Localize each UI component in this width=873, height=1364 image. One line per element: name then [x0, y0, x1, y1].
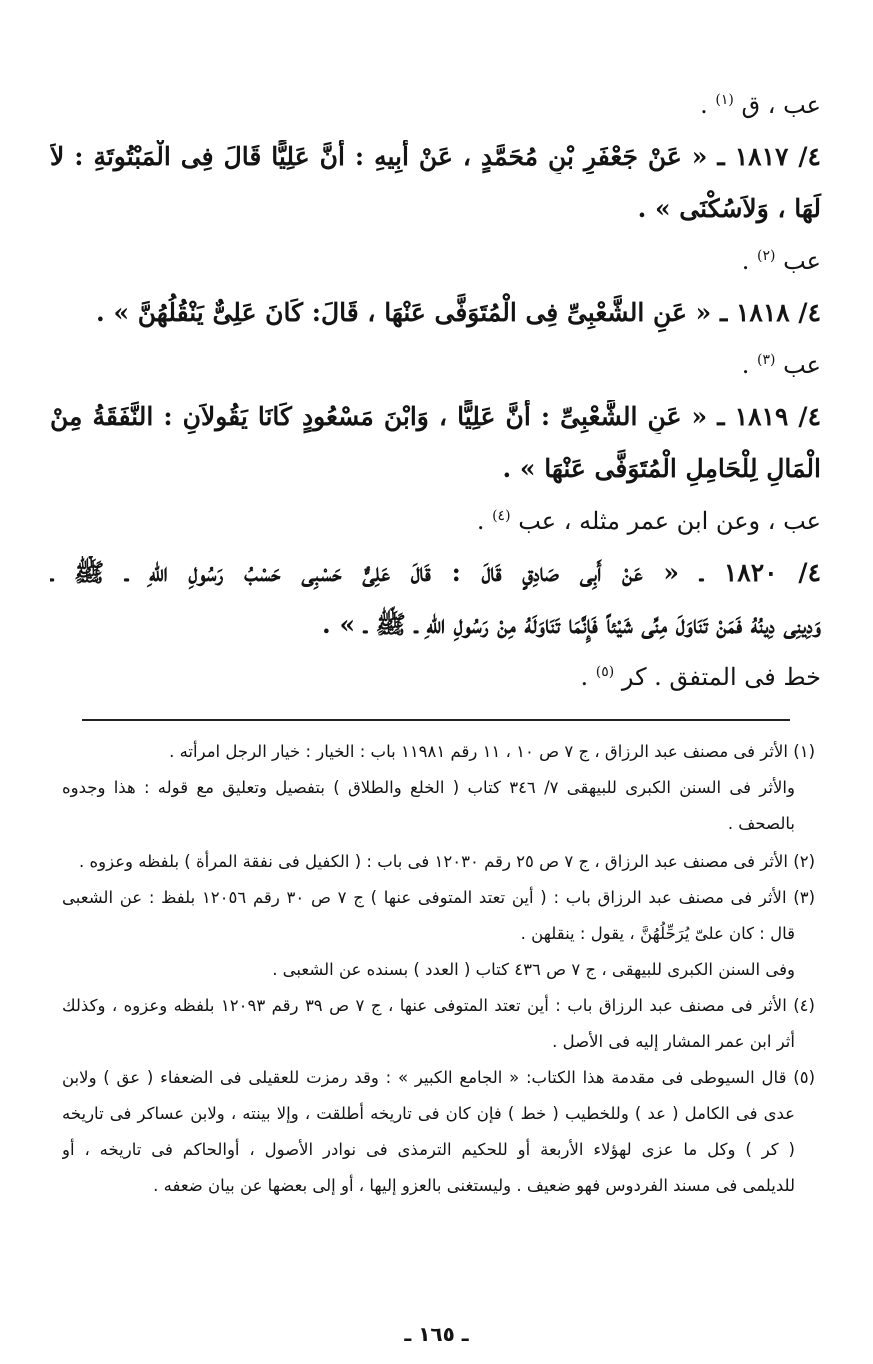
source-line — [50, 660, 821, 694]
hadith-1820-line-2: وَدِينِى دِينُهُ فَمَنْ تَنَاوَلَ مِنِّى شَيْئاً فَإِنَّمَا تَنَاوَلَهُ مِنْ رَسُولِ اللهِ ـ ﷺ ـ » . — [322, 610, 821, 639]
hadith-1819-line-1: ٤/ ١٨١٩ ـ « عَنِ الشَّعْبِىِّ : أَنَّ عَلِيًّا ، وَابْنَ مَسْعُودٍ كَانَا يَقُولاَنِ : النَّفَقَةُ مِنْ — [50, 402, 821, 431]
footnote-ref: (١) — [715, 92, 734, 108]
footnote-2: (٢) الأثر فى مصنف عبد الرزاق ، ج ٧ ص ٢٥ رقم ١٢٠٣٠ فى باب : ( الكفيل فى نفقة المرأة ) بلفظه وعزوه . — [78, 852, 815, 871]
source-line — [50, 348, 821, 382]
punctuation: . — [700, 91, 716, 119]
hadith-1817-line-1: ٤/ ١٨١٧ ـ « عَنْ جَعْفَرِ بْنِ مُحَمَّدٍ ، عَنْ أَبِيهِ : أَنَّ عَلِيًّا قَالَ فِى الْمَبْتُوتَةِ : لاَ — [50, 142, 821, 171]
footnote-5-cont: للديلمى فى مسند الفردوس فهو ضعيف . وليستغنى بالعزو إليها ، أو إلى بعضها عن بيان ضعفه . — [153, 1176, 795, 1195]
punctuation: . — [476, 507, 493, 535]
footnote-3: (٣) الأثر فى مصنف عبد الرزاق باب : ( أين تعتد المتوفى عنها ) ج ٧ ص ٣٠ رقم ١٢٠٥٦ بلفظ : عن الشعبى — [62, 888, 815, 907]
footnote-5: (٥) قال السيوطى فى مقدمة هذا الكتاب: « الجامع الكبير » : وقد رمزت للعقيلى فى الضعفاء ( عق ) ولابن — [62, 1068, 815, 1087]
footnote-ref: (٢) — [757, 248, 776, 264]
footnote-5-cont: ( كر ) وكل ما عزى لهؤلاء الأربعة أو للحكيم الترمذى فى نوادر الأصول ، أوالحاكم فى تاريخه ، أو — [62, 1140, 795, 1159]
footnote-ref: (٤) — [492, 508, 511, 524]
source-text: خط فى المتفق . كر — [621, 663, 821, 691]
source-line — [50, 244, 821, 278]
source-text: عب ، ق — [741, 91, 821, 119]
source-text: عب ، وعن ابن عمر مثله ، عب — [518, 507, 821, 535]
hadith-1819-line-2: الْمَالِ لِلْحَامِلِ الْمُتَوَفَّى عَنْهَا » . — [502, 454, 821, 483]
footnote-5-cont: عدى فى الكامل ( عد ) وللخطيب ( خط ) فإن كان فى تاريخه أطلقت ، وإلا بينته ، ولابن عساكر فى تاريخه — [62, 1104, 795, 1123]
footnote-1: (١) الأثر فى مصنف عبد الرزاق ، ج ٧ ص ١٠ ، ١١ رقم ١١٩٨١ باب : الخيار : خيار الرجل امرأته . — [169, 742, 815, 761]
footnote-1-cont: والأثر فى السنن الكبرى للبيهقى ٧/ ٣٤٦ كتاب ( الخلع والطلاق ) بتفصيل وتعليق مع قوله : هذا وجدوه — [62, 778, 795, 797]
footnote-3-cont: وفى السنن الكبرى للبيهقى ، ج ٧ ص ٤٣٦ كتاب ( العدد ) بسنده عن الشعبى . — [272, 960, 795, 979]
footnote-4: (٤) الأثر فى مصنف عبد الرزاق باب : أين تعتد المتوفى عنها ، ج ٧ ص ٣٩ رقم ١٢٠٩٣ بلفظه وعزوه ، وكذلك — [62, 996, 815, 1015]
punctuation: . — [741, 247, 757, 275]
source-text: عب — [783, 351, 821, 379]
source-line — [50, 88, 821, 122]
hadith-1820-line-1: ٤/ ١٨٢٠ ـ « عَنْ أَبِى صَادِقٍ قَالَ : قَالَ عَلِىٌّ حَسْبِى حَسْبُ رَسُولِ اللهِ ـ ﷺ ـ — [50, 558, 821, 587]
punctuation: . — [741, 351, 757, 379]
footnote-1-cont: بالصحف . — [727, 814, 795, 833]
hadith-1818-line-1: ٤/ ١٨١٨ ـ « عَنِ الشَّعْبِىِّ فِى الْمُتَوَفَّى عَنْهَا ، قَالَ: كَانَ عَلِىٌّ يَنْقُلُهُنَّ » . — [96, 298, 821, 327]
footnote-ref: (٣) — [757, 352, 776, 368]
footnote-4-cont: أثر ابن عمر المشار إليه فى الأصل . — [552, 1032, 795, 1051]
punctuation: . — [580, 663, 596, 691]
source-line — [50, 504, 821, 538]
source-text: عب — [783, 247, 821, 275]
footnote-3-cont: قال : كان علىّ يُرَحِّلُهُنَّ ، يقول : ينقلهن . — [520, 924, 795, 943]
footnote-ref: (٥) — [595, 664, 615, 680]
hadith-1817-line-2: لَهَا ، وَلاَسُكْنَى » . — [637, 194, 821, 223]
page-number: ـ ١٦٥ ـ — [404, 1322, 469, 1346]
footnote-divider — [82, 719, 790, 721]
